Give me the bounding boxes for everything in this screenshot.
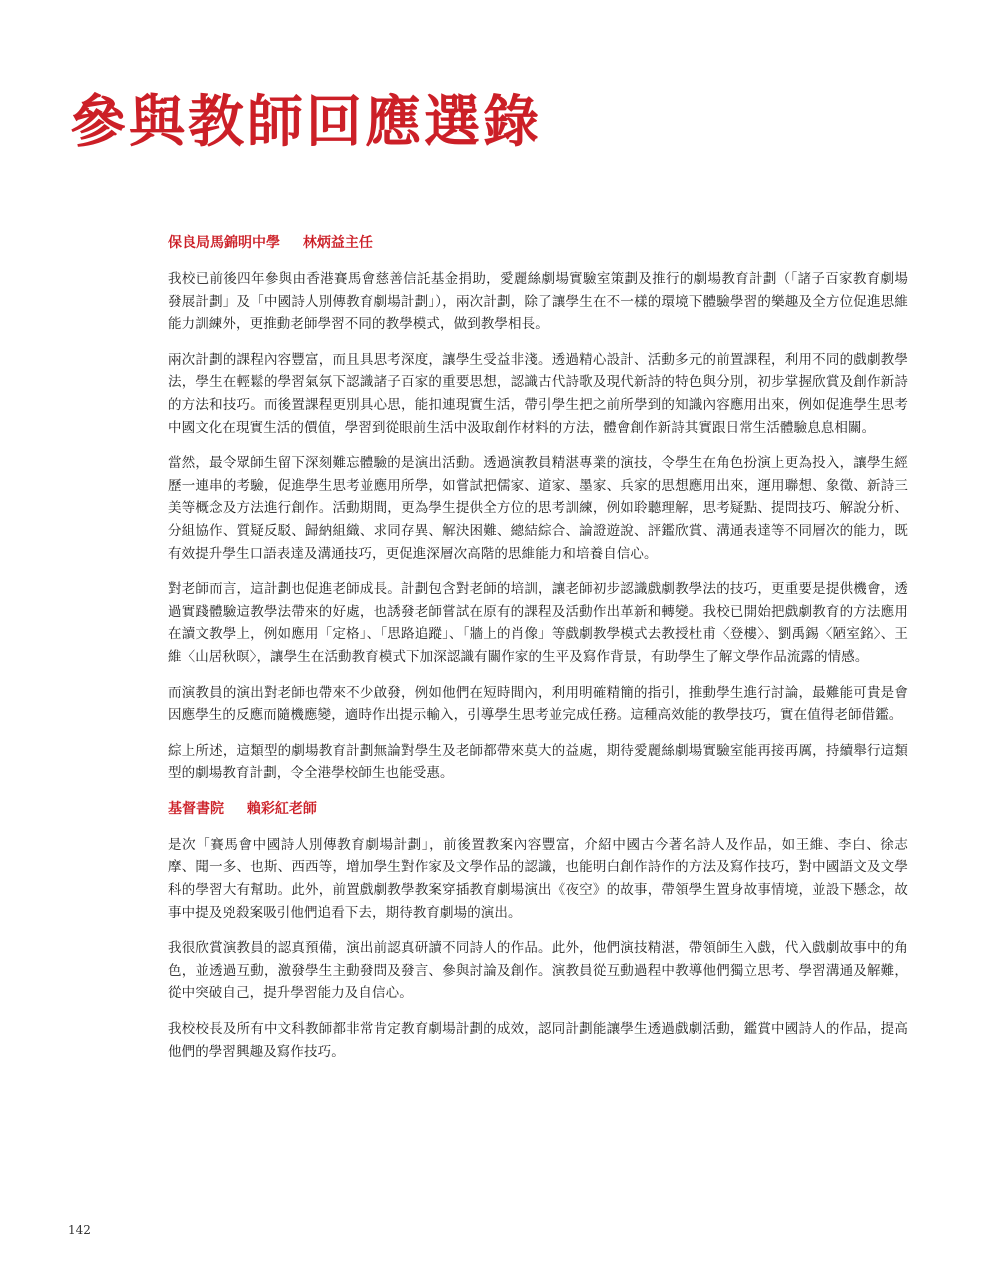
paragraph: 我很欣賞演教員的認真預備，演出前認真研讀不同詩人的作品。此外，他們演技精湛，帶領師生入戲，代入戲劇故事中的角色，並透過互動，激發學生主動發問及發言、參與討論及創作。演教員從互動過程中教導他們獨立思考、學習溝通及解難，從中突破自己，提升學習能力及自信心。 bbox=[168, 940, 908, 1002]
paragraph: 我校校長及所有中文科教師都非常肯定教育劇場計劃的成效，認同計劃能讓學生透過戲劇活動，鑑賞中國詩人的作品，提高他們的學習興趣及寫作技巧。 bbox=[168, 1021, 908, 1060]
section-school-1 bbox=[168, 232, 908, 785]
paragraph: 而演教員的演出對老師也帶來不少啟發，例如他們在短時間內，利用明確精簡的指引，推動學生進行討論，最難能可貴是會因應學生的反應而隨機應變，適時作出提示輸入，引導學生思考並完成任務。這種高效能的教學技巧，實在值得老師借鑑。 bbox=[168, 684, 908, 724]
paragraph: 當然，最令眾師生留下深刻難忘體驗的是演出活動。透過演教員精湛專業的演技，令學生在角色扮演上更為投入，讓學生經歷一連串的考驗，促進學生思考並應用所學，如嘗試把儒家、道家、墨家、兵家的思想應用出來，運用聯想、象徵、新詩三美等概念及方法進行創作。活動期間，更為學生提供全方位的思考訓練，例如聆聽理解，思考疑點、提問技巧、解說分析、分組協作、質疑反駁、歸納組織、求同存異、解決困難、總結綜合、論證遊說、評鑑欣賞、溝通表達等不同層次的能力，既有效提升學生口語表達及溝通技巧，更促進深層次高階的思維能力和培養自信心。 bbox=[168, 455, 908, 562]
paragraph: 對老師而言，這計劃也促進老師成長。計劃包含對老師的培訓，讓老師初步認識戲劇教學法的技巧，更重要是提供機會，透過實踐體驗這教學法帶來的好處，也誘發老師嘗試在原有的課程及活動作出革新和轉變。我校已開始把戲劇教育的方法應用在讀文教學上，例如應用「定格」、「思路追蹤」、「牆上的肖像」等戲劇教學模式去教授杜甫〈登樓〉、劉禹錫〈陋室銘〉、王維〈山居秋暝〉，讓學生在活動教育模式下加深認識有關作家的生平及寫作背景，有助學生了解文學作品流露的情感。 bbox=[168, 581, 908, 665]
teacher-name: 林炳益主任 bbox=[302, 235, 373, 251]
school-name: 保良局馬錦明中學 bbox=[168, 235, 280, 251]
page-title: 參與教師回應選錄 bbox=[70, 89, 542, 155]
paragraph: 是次「賽馬會中國詩人別傳教育劇場計劃」，前後置教案內容豐富，介紹中國古今著名詩人及作品，如王維、李白、徐志摩、聞一多、也斯、西西等，增加學生對作家及文學作品的認識，也能明白創作詩作的方法及寫作技巧，對中國語文及文學科的學習大有幫助。此外，前置戲劇教學教案穿插教育劇場演出《夜空》的故事，帶領學生置身故事情境，並設下懸念，故事中提及兇殺案吸引他們追看下去，期待教育劇場的演出。 bbox=[168, 836, 908, 921]
teacher-name: 賴彩紅老師 bbox=[246, 800, 317, 817]
paragraph: 我校已前後四年參與由香港賽馬會慈善信託基金捐助，愛麗絲劇場實驗室策劃及推行的劇場教育計劃（「諸子百家教育劇場發展計劃」及「中國詩人別傳教育劇場計劃」），兩次計劃，除了讓學生在不一樣的環境下體驗學習的樂趣及全方位促進思維能力訓練外，更推動老師學習不同的教學模式，做到教學相長。 bbox=[168, 271, 908, 333]
paragraph: 兩次計劃的課程內容豐富，而且具思考深度，讓學生受益非淺。透過精心設計、活動多元的前置課程，利用不同的戲劇教學法，學生在輕鬆的學習氣氛下認識諸子百家的重要思想，認識古代詩歌及現代新詩的特色與分別，初步掌握欣賞及創作新詩的方法和技巧。而後置課程更別具心思，能扣連現實生活，帶引學生把之前所學到的知識內容應用出來，例如促進學生思考中國文化在現實生活的價值，學習到從眼前生活中汲取創作材料的方法，體會創作新詩其實跟日常生活體驗息息相關。 bbox=[168, 351, 908, 436]
page-number: 142 bbox=[68, 1223, 91, 1237]
main-content bbox=[168, 232, 908, 1076]
school-name: 基督書院 bbox=[168, 800, 224, 817]
section-school-2 bbox=[168, 798, 908, 1063]
section-heading bbox=[168, 798, 908, 820]
paragraph: 綜上所述，這類型的劇場教育計劃無論對學生及老師都帶來莫大的益處，期待愛麗絲劇場實驗室能再接再厲，持續舉行這類型的劇場教育計劃，令全港學校師生也能受惠。 bbox=[168, 742, 908, 782]
section-heading bbox=[168, 232, 908, 254]
